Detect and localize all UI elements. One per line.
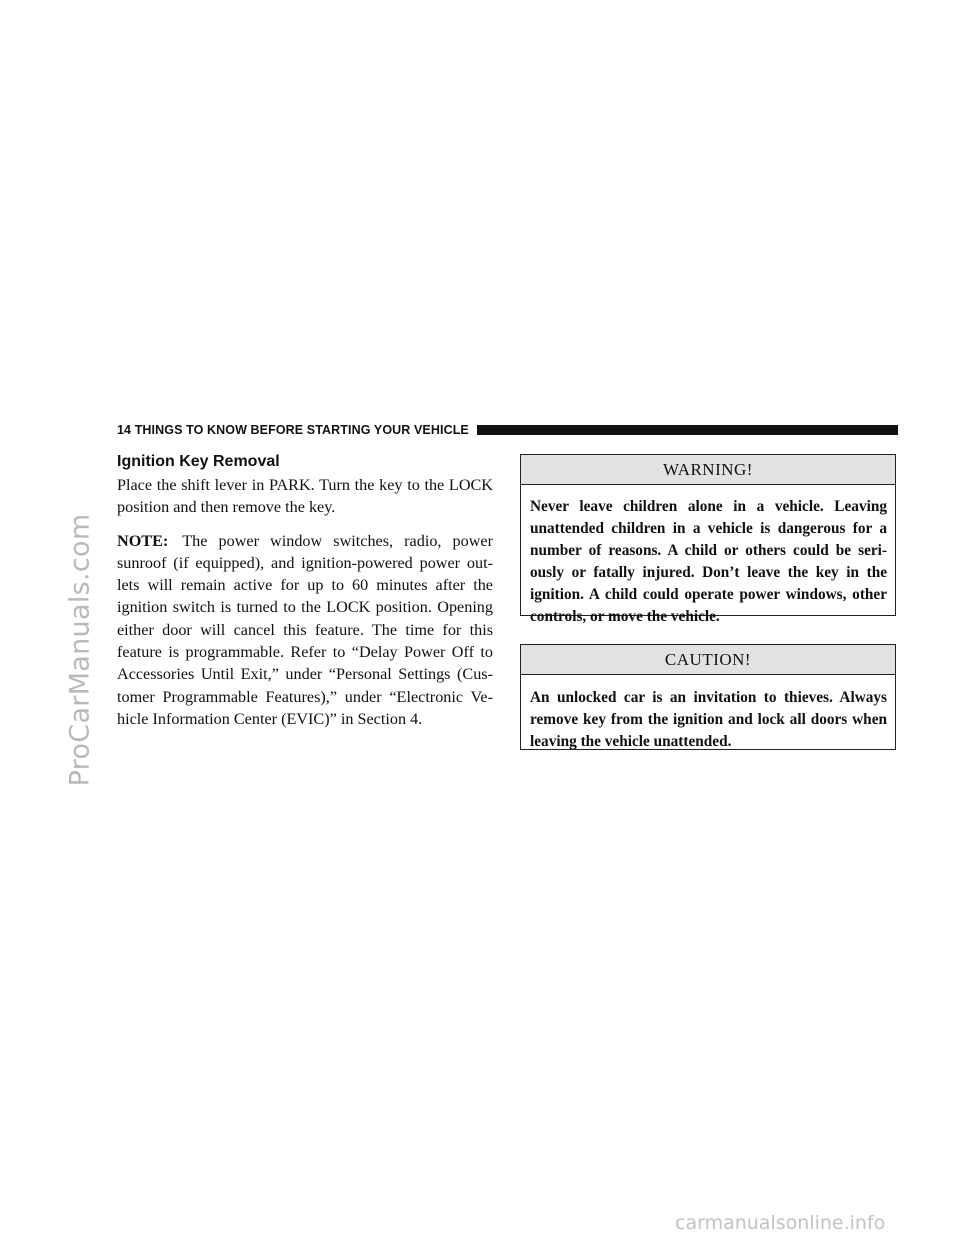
page-header-title: THINGS TO KNOW BEFORE STARTING YOUR VEHICLE: [134, 423, 469, 437]
caution-title: CAUTION!: [521, 645, 895, 675]
bottom-watermark: carmanualsonline.info: [675, 1212, 886, 1234]
main-column: [117, 452, 493, 730]
section-heading: Ignition Key Removal: [117, 453, 280, 470]
page-header-text: [117, 423, 477, 437]
note-paragraph: [117, 530, 493, 731]
page-header: [117, 422, 898, 438]
side-watermark: ProCarManuals.com: [64, 513, 96, 787]
warning-box: [520, 454, 896, 625]
header-rule: [477, 425, 898, 435]
caution-text: An unlocked car is an invitation to thieves. Always remove key from the ignition and lock all doors when leaving the vehicle unattended.: [530, 689, 887, 750]
warning-text: Never leave children alone in a vehicle. Leaving unattended children in a vehicle is dangerous for a number of reasons. A child or others could be seri-ously or fatally injured. Don’t leave the key in the ignition. A child could operate power windows, other controls, or move the vehicle.: [530, 498, 887, 625]
section-paragraph: Place the shift lever in PARK. Turn the key to the LOCK position and then remove the key.: [117, 476, 493, 517]
note-label: NOTE:: [117, 531, 169, 550]
warning-title: WARNING!: [521, 455, 895, 485]
caution-box: [520, 644, 896, 750]
page-number: 14: [117, 423, 132, 437]
note-text: The power window switches, radio, power sunroof (if equipped), and ignition-powered power out-lets will remain active for up to 60 minutes after the ignition switch is turned to the LOCK position. Opening either door will cancel this feature. The time for this feature is programmable. Refer to “Delay Power Off to Accessories Until Exit,” under “Personal Settings (Cus-tomer Programmable Features),” under “Electronic Ve-hicle Information Center (EVIC)” in Section 4.: [117, 531, 493, 728]
